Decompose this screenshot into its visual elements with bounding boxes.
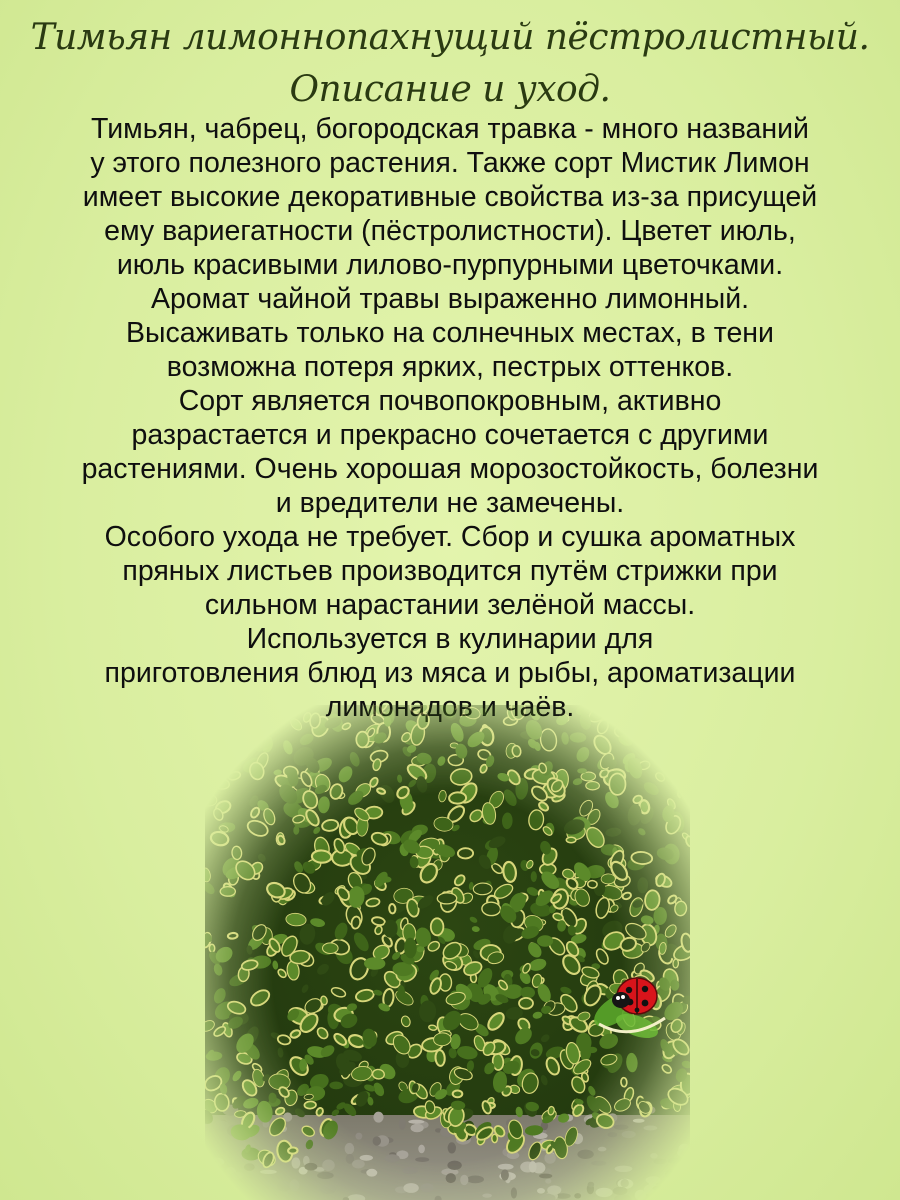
thyme-leaf: [449, 792, 467, 804]
gravel-stone: [385, 1154, 400, 1162]
thyme-leaf: [473, 883, 492, 895]
description-line: Тимьян, чабрец, богородская травка - много названий: [91, 113, 809, 145]
thyme-leaf: [609, 774, 625, 795]
gravel-stone: [665, 1169, 678, 1179]
description-text: [0, 112, 900, 724]
gravel-stone: [399, 1118, 406, 1130]
gravel-stone: [591, 1161, 606, 1166]
gravel-stone: [244, 1163, 255, 1171]
gravel-stone: [545, 1179, 551, 1184]
gravel-stone: [650, 1153, 657, 1159]
thyme-leaf: [312, 850, 332, 863]
gravel-stone: [260, 1170, 277, 1174]
gravel-stone: [653, 1159, 666, 1165]
page-title: [0, 12, 900, 116]
gravel-stone: [653, 1185, 670, 1191]
gravel-stone: [511, 1187, 517, 1198]
description-line: приготовления блюд из мяса и рыбы, ароматизации: [104, 657, 796, 689]
gravel-stone: [537, 1188, 545, 1194]
gravel-stone: [633, 1119, 645, 1123]
gravel-stone: [415, 1157, 429, 1162]
description-line: сильном нарастании зелёной массы.: [204, 589, 696, 621]
gravel-stone: [356, 1133, 363, 1140]
description-line: разрастается и прекрасно сочетается с другими: [131, 419, 769, 451]
thyme-leaf: [220, 887, 235, 897]
description-line: Аромат чайной травы выраженно лимонный.: [150, 283, 750, 315]
ladybug-spot: [626, 987, 632, 993]
thyme-leaf: [661, 705, 666, 710]
description-line: у этого полезного растения. Также сорт Мистик Лимон: [90, 147, 810, 179]
gravel-stone: [646, 1176, 661, 1183]
thyme-leaf: [453, 1091, 463, 1098]
thyme-leaf: [435, 1050, 445, 1066]
gravel-stone: [411, 1124, 424, 1133]
gravel-stone: [352, 1160, 365, 1169]
description-line: имеет высокие декоративные свойства из-за присущей: [82, 181, 818, 213]
ladybug-logo-icon: [585, 962, 675, 1052]
gravel-stone: [292, 1157, 301, 1168]
gravel-stone: [402, 1167, 417, 1174]
gravel-stone: [277, 1181, 291, 1192]
gravel-stone: [577, 1150, 593, 1159]
gravel-stone: [615, 1166, 633, 1172]
gravel-stone: [317, 1172, 334, 1179]
thyme-bush-image: [205, 705, 690, 1200]
thyme-leaf: [209, 944, 215, 952]
gravel-stone: [213, 1150, 226, 1155]
description-line: пряных листьев производится путём стрижки при: [122, 555, 778, 587]
gravel-stone: [613, 1187, 628, 1195]
gravel-stone: [529, 1161, 537, 1172]
description-line: Используется в кулинарии для: [246, 623, 654, 655]
gravel-stone: [482, 1194, 492, 1198]
gravel-stone: [408, 1120, 424, 1124]
description-line: и вредители не замечены.: [275, 487, 625, 519]
description-line: Высаживать только на солнечных местах, в тени: [126, 317, 774, 349]
gravel-stone: [544, 1153, 555, 1164]
gravel-stone: [622, 1131, 636, 1138]
gravel-stone: [447, 1161, 461, 1170]
gravel-stone: [614, 1125, 629, 1130]
ladybug-eye: [616, 996, 620, 1000]
gravel-stone: [547, 1185, 561, 1194]
ladybug-spot: [642, 986, 648, 992]
gravel-stone: [644, 1126, 658, 1131]
gravel-stone: [448, 1142, 456, 1153]
description-line: возможна потеря ярких, пестрых оттенков.: [166, 351, 734, 383]
gravel-stone: [215, 1183, 222, 1189]
description-line: Сорт является почвопокровным, активно: [178, 385, 722, 417]
ladybug-badge: [585, 962, 675, 1052]
gravel-stone: [403, 1183, 418, 1193]
gravel-stone: [418, 1145, 425, 1154]
thyme-leaf: [482, 902, 501, 916]
title-line-2: Описание и уход.: [289, 69, 611, 110]
gravel-stone: [373, 1112, 383, 1123]
gravel-stone: [635, 1190, 647, 1200]
thyme-leaf: [304, 1101, 316, 1109]
thyme-leaf: [566, 837, 576, 842]
thyme-leaf: [601, 874, 616, 884]
gravel-stone: [574, 1193, 581, 1198]
gravel-stone: [501, 1169, 509, 1180]
gravel-stone: [345, 1143, 355, 1154]
gravel-stone: [211, 1174, 224, 1184]
title-line-1: Тимьян лимоннопахнущий пёстролистный.: [30, 17, 870, 58]
thyme-leaf: [587, 880, 597, 888]
thyme-leaf: [458, 848, 474, 859]
gravel-stone: [373, 1136, 381, 1145]
gravel-stone: [598, 1147, 607, 1152]
gravel-stone: [208, 1158, 224, 1167]
thyme-leaf: [323, 943, 339, 954]
ladybug-spot: [635, 1008, 640, 1013]
gravel-stone: [289, 1179, 299, 1191]
gravel-stone: [305, 1163, 318, 1171]
gravel-stone: [460, 1175, 468, 1185]
gravel-stone: [621, 1179, 629, 1187]
ladybug-eye: [621, 995, 625, 999]
thyme-leaf: [288, 1147, 298, 1154]
gravel-stone: [608, 1132, 618, 1137]
gravel-stone: [360, 1155, 373, 1161]
gravel-stone: [588, 1182, 595, 1188]
thyme-leaf: [372, 1069, 385, 1080]
gravel-stone: [366, 1169, 377, 1177]
thyme-leaf: [231, 846, 242, 860]
gravel-stone: [539, 1174, 552, 1179]
description-line: растениями. Очень хорошая морозостойкость, болезни: [81, 453, 819, 485]
thyme-leaf: [228, 933, 238, 940]
thyme-leaf: [431, 918, 444, 935]
description-line: Особого ухода не требует. Сбор и сушка ароматных: [104, 521, 796, 553]
gravel-stone: [467, 1176, 484, 1184]
gravel-stone: [662, 1194, 669, 1199]
thyme-leaf: [389, 904, 396, 914]
thyme-leaf: [557, 920, 566, 931]
gravel-stone: [498, 1164, 514, 1170]
gravel-stone: [668, 1158, 682, 1164]
thyme-photo: [205, 705, 690, 1200]
thyme-leaf: [625, 710, 632, 719]
thyme-leaf: [437, 893, 457, 905]
gravel-stone: [214, 1121, 229, 1131]
thyme-leaf: [531, 871, 537, 882]
gravel-stone: [320, 1185, 336, 1194]
gravel-stone: [420, 1183, 434, 1192]
description-line: ему вариегатности (пёстролистности). Цветет июль,: [104, 215, 796, 247]
gravel-stone: [322, 1160, 335, 1172]
thyme-leaf: [214, 739, 226, 748]
thyme-leaf: [586, 782, 600, 790]
gravel-stone: [677, 1149, 686, 1157]
gravel-stone: [596, 1188, 613, 1197]
gravel-stone: [230, 1172, 244, 1179]
thyme-leaf: [519, 998, 533, 1009]
description-line: июль красивыми лилово-пурпурными цветочками.: [116, 249, 784, 281]
ladybug-spot: [642, 1000, 649, 1007]
ladybug-head: [612, 992, 630, 1008]
gravel-stone: [446, 1173, 456, 1183]
thyme-leaf: [621, 1078, 627, 1087]
thyme-leaf: [492, 1134, 498, 1143]
